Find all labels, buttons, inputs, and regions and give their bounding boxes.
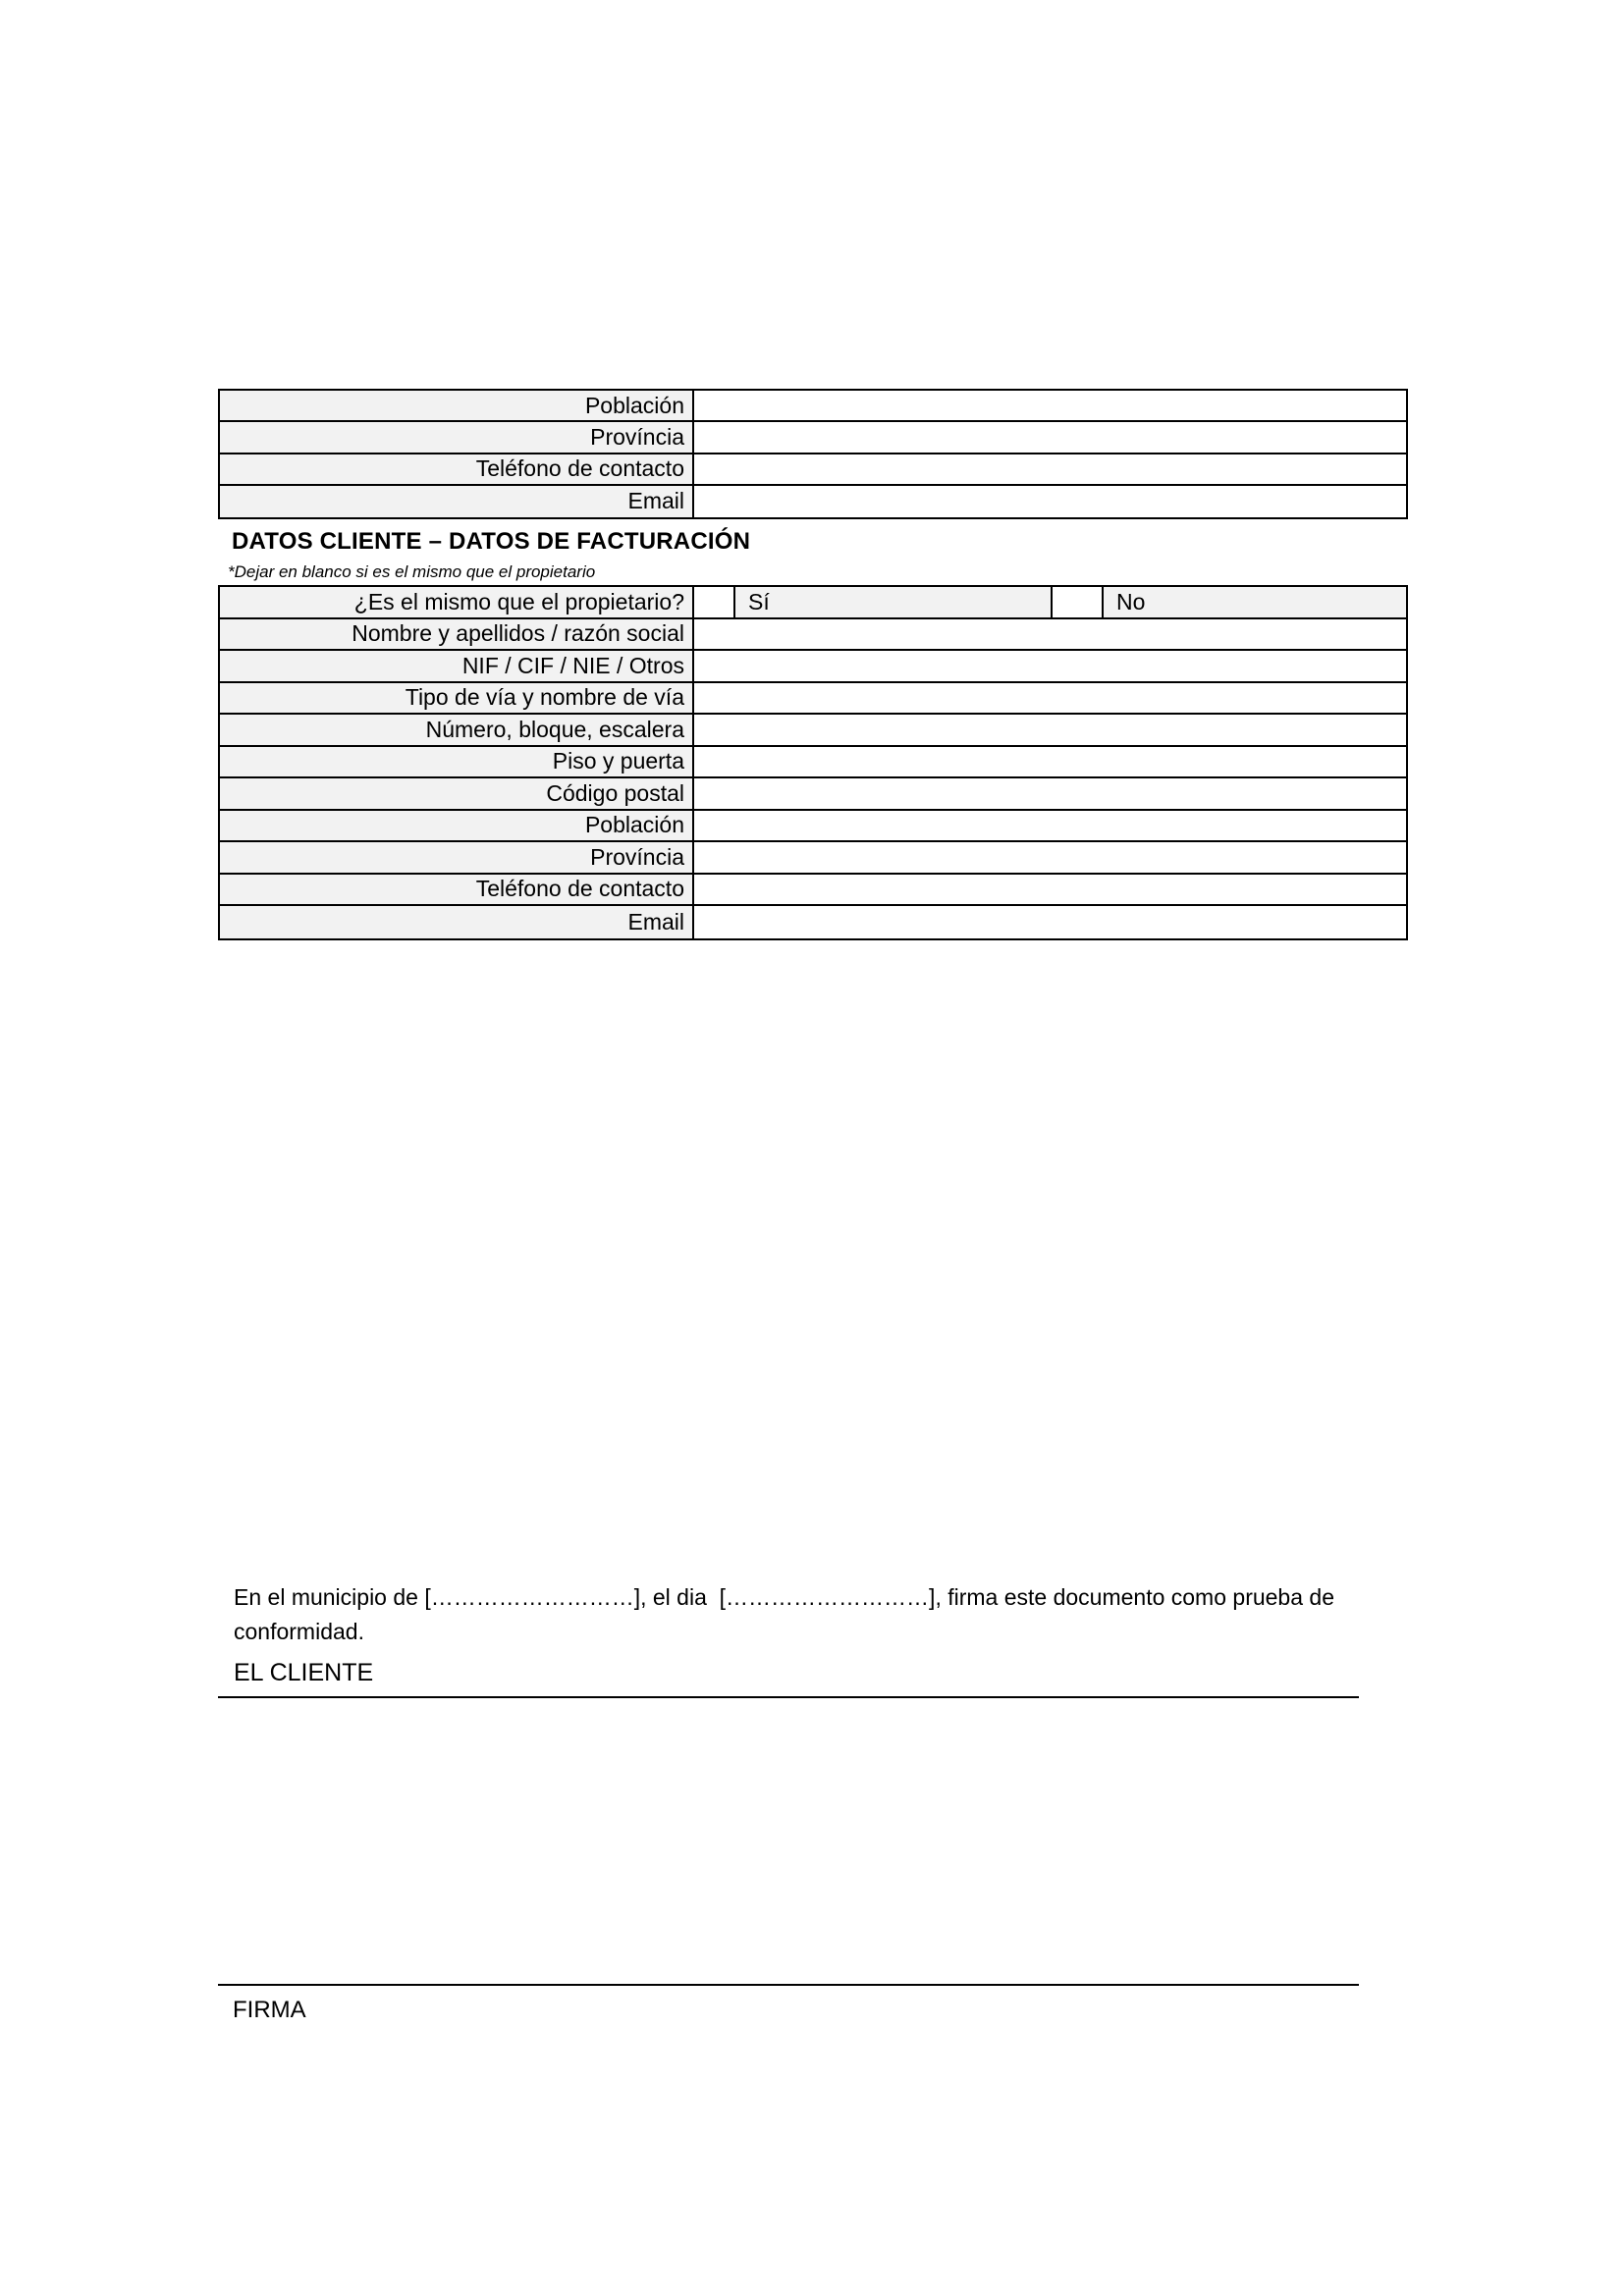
row-label-email-2: Email — [220, 906, 694, 938]
yes-option-label: Sí — [735, 587, 1053, 617]
nombre-input-cell[interactable] — [694, 619, 1406, 650]
provincia-2-input-cell[interactable] — [694, 842, 1406, 873]
billing-section-title: DATOS CLIENTE – DATOS DE FACTURACIÓN — [232, 528, 751, 555]
row-label-nif: NIF / CIF / NIE / Otros — [220, 651, 694, 681]
telefono-input-cell[interactable] — [694, 454, 1406, 484]
no-checkbox-cell[interactable] — [1053, 587, 1104, 617]
row-label-tipo-via: Tipo de vía y nombre de vía — [220, 683, 694, 714]
table-row — [220, 906, 1406, 938]
firma-signature-line — [218, 1984, 1359, 1986]
firma-label: FIRMA — [233, 1997, 306, 2023]
poblacion-2-input-cell[interactable] — [694, 811, 1406, 841]
table-row — [220, 778, 1406, 811]
table-row — [220, 422, 1406, 454]
row-label-codigo-postal: Código postal — [220, 778, 694, 809]
email-input-cell[interactable] — [694, 486, 1406, 517]
piso-input-cell[interactable] — [694, 747, 1406, 777]
table-row — [220, 683, 1406, 716]
row-label-numero: Número, bloque, escalera — [220, 715, 694, 745]
row-label-nombre: Nombre y apellidos / razón social — [220, 619, 694, 650]
question-row — [220, 587, 1406, 619]
billing-section-note: *Dejar en blanco si es el mismo que el propietario — [228, 562, 596, 581]
codigo-postal-input-cell[interactable] — [694, 778, 1406, 809]
telefono-2-input-cell[interactable] — [694, 875, 1406, 905]
tipo-via-input-cell[interactable] — [694, 683, 1406, 714]
table-row — [220, 747, 1406, 779]
row-label-telefono: Teléfono de contacto — [220, 454, 694, 484]
row-label-poblacion: Población — [220, 391, 694, 420]
row-label-telefono-2: Teléfono de contacto — [220, 875, 694, 905]
numero-input-cell[interactable] — [694, 715, 1406, 745]
row-label-provincia: Província — [220, 422, 694, 452]
table-row — [220, 811, 1406, 843]
client-signature-line — [218, 1696, 1359, 1698]
billing-table — [218, 585, 1408, 940]
nif-input-cell[interactable] — [694, 651, 1406, 681]
table-row — [220, 715, 1406, 747]
question-label: ¿Es el mismo que el propietario? — [220, 587, 694, 617]
table-row — [220, 842, 1406, 875]
table-row — [220, 651, 1406, 683]
table-row — [220, 454, 1406, 486]
provincia-input-cell[interactable] — [694, 422, 1406, 452]
table-row — [220, 875, 1406, 907]
client-label: EL CLIENTE — [234, 1659, 374, 1686]
row-label-poblacion-2: Población — [220, 811, 694, 841]
table-row — [220, 619, 1406, 652]
poblacion-input-cell[interactable] — [694, 391, 1406, 420]
table-row — [220, 391, 1406, 422]
conformity-paragraph: En el municipio de [………………………], el dia [………………………], firma este documento como prueba de conformidad. — [234, 1584, 1341, 1644]
yes-checkbox-cell[interactable] — [694, 587, 735, 617]
contact-table — [218, 389, 1408, 519]
row-label-provincia-2: Província — [220, 842, 694, 873]
no-option-label: No — [1104, 587, 1406, 617]
table-row — [220, 486, 1406, 517]
row-label-piso: Piso y puerta — [220, 747, 694, 777]
row-label-email: Email — [220, 486, 694, 517]
email-2-input-cell[interactable] — [694, 906, 1406, 938]
